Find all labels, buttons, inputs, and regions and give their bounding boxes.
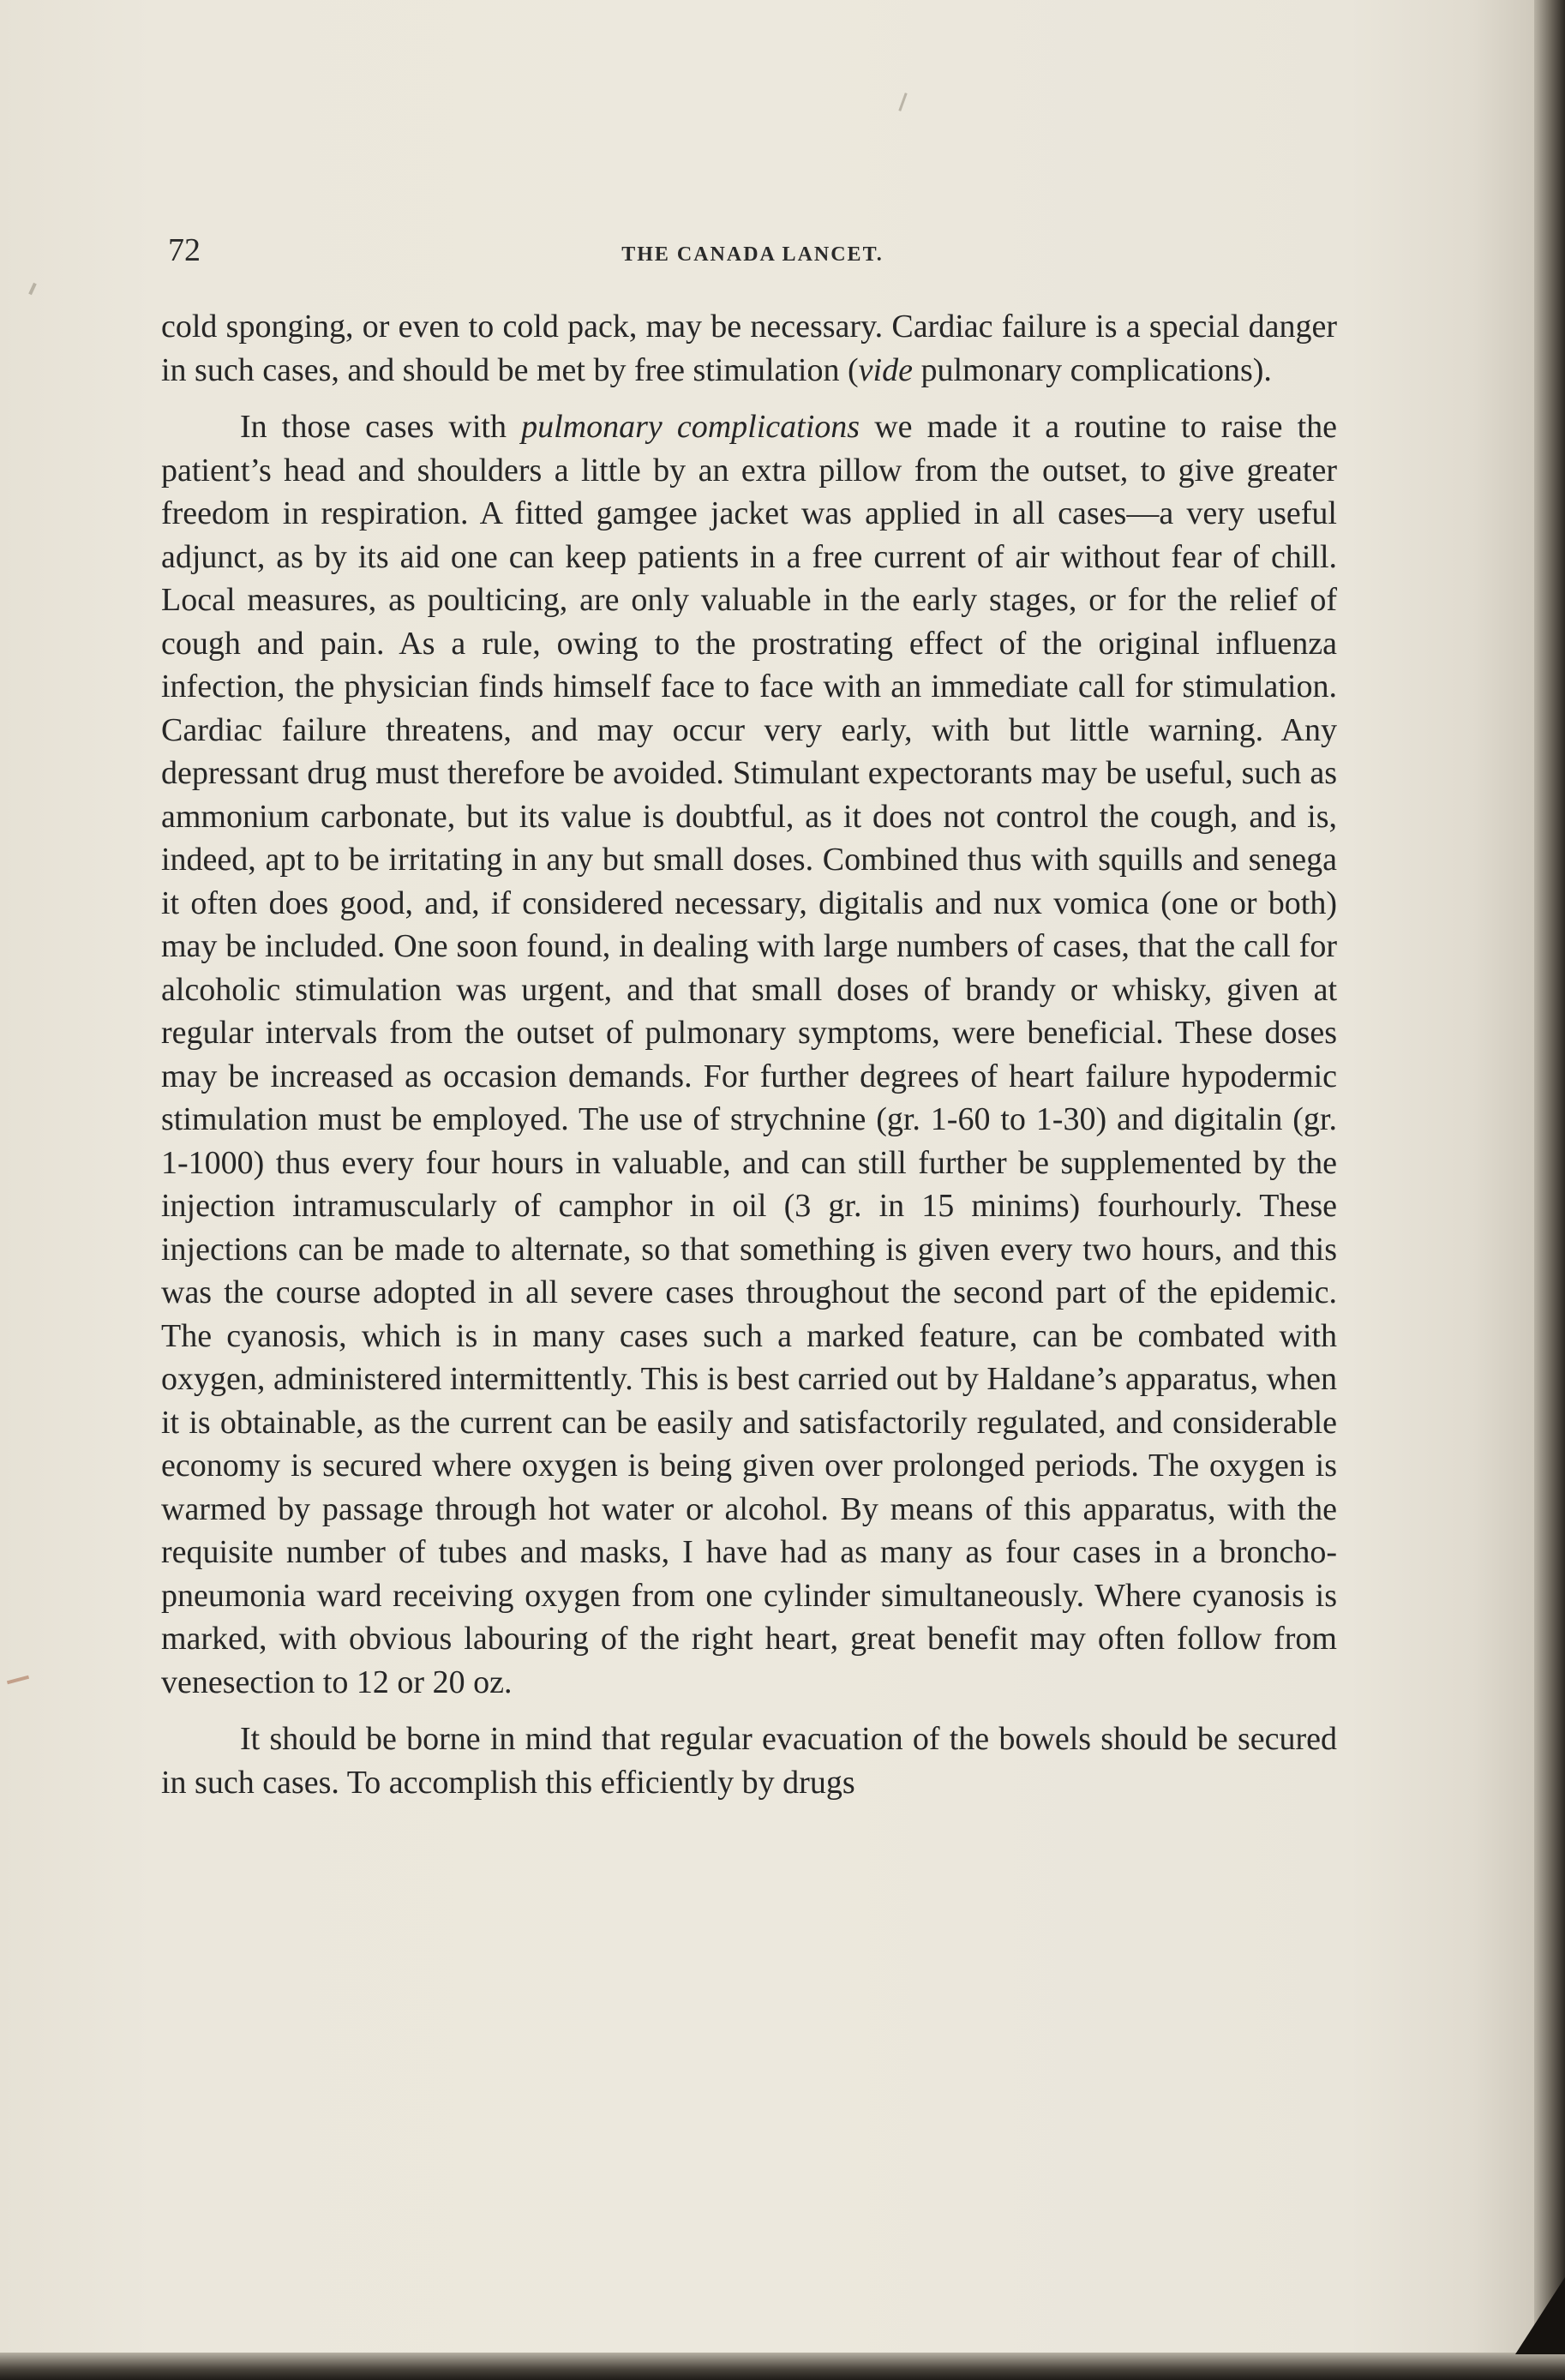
text-run: we made it a routine to raise the patient’s head and shoulders a little by an extra pillow from the outset, to give greater freedom in respiration. A fitted gamgee jacket was applied in all cases—a very useful adjunct, as by its aid one can keep patients in a free current of air without fear of chill. Local measures, as poulticing, are only valuable in the early stages, or for the relief of cough and pain. As a rule, owing to the prostrating effect of the original influenza infection, the physician finds himself face to face with an immediate call for stimulation. Cardiac failure threatens, and may occur very early, with but little warning. Any depressant drug must therefore be avoided. Stimulant expectorants may be useful, such as ammonium carbonate, but its value is doubtful, as it does not control the cough, and is, indeed, apt to be irritating in any but small doses. Combined thus with squills and senega it often does good, and, if considered necessary, digitalis and nux vomica (one or both) may be included. One soon found, in dealing with large numbers of cases, that the call for alcoholic stimulation was urgent, and that small doses of brandy or whisky, given at regular intervals from the outset of pulmonary symptoms, were beneficial. These doses may be increased as occasion demands. For further degrees of heart failure hypodermic stimulation must be employed. The use of strychnine (gr. 1-60 to 1-30) and digitalin (gr. 1-1000) thus every four hours in valuable, and can still further be supplemented by the injection intramuscularly of camphor in oil (3 gr. in 15 minims) fourhourly. These injections can be made to alternate, so that something is given every two hours, and this was the course adopted in all severe cases throughout the second part of the epidemic. The cyanosis, which is in many cases such a marked feature, can be combated with oxygen, administered intermittently. This is best carried out by Haldane’s apparatus, when it is obtainable, as the current can be easily and satisfactorily regulated, and considerable economy is secured where oxygen is being given over prolonged periods. The oxygen is warmed by passage through hot water or alcohol. By means of this apparatus, with the requisite number of tubes and masks, I have had as many as four cases in a broncho-pneumonia ward receiving oxygen from one cylinder simultaneously. Where cyanosis is marked, with obvious labouring of the right heart, great benefit may often follow from venesection to 12 or 20 oz. <box>161 409 1337 1700</box>
paragraph <box>161 305 1337 392</box>
italic-text-run: vide <box>858 351 913 388</box>
book-spine-shadow <box>1534 0 1565 2380</box>
paragraph <box>161 405 1337 1704</box>
paragraph <box>161 1718 1337 1804</box>
page-number: 72 <box>168 232 201 268</box>
page-bottom-edge <box>0 2353 1565 2380</box>
page-header <box>168 231 1337 283</box>
page-speck <box>28 283 37 295</box>
running-title: THE CANADA LANCET. <box>621 243 884 266</box>
text-run: It should be borne in mind that regular evacuation of the bowels should be secured in such cases. To accomplish this efficiently by drugs <box>161 1721 1337 1801</box>
italic-text-run: pulmonary complications <box>521 409 860 445</box>
page-speck <box>7 1676 29 1685</box>
text-run: In those cases with <box>240 409 522 445</box>
text-run: cold sponging, or even to cold pack, may be necessary. Cardiac failure is a special danger in such cases, and should be met by free stimulation ( <box>161 309 1337 388</box>
article-body <box>161 305 1337 1804</box>
text-run: pulmonary complications). <box>912 351 1272 388</box>
page-speck <box>898 93 907 111</box>
corner-mark <box>1515 2277 1565 2354</box>
